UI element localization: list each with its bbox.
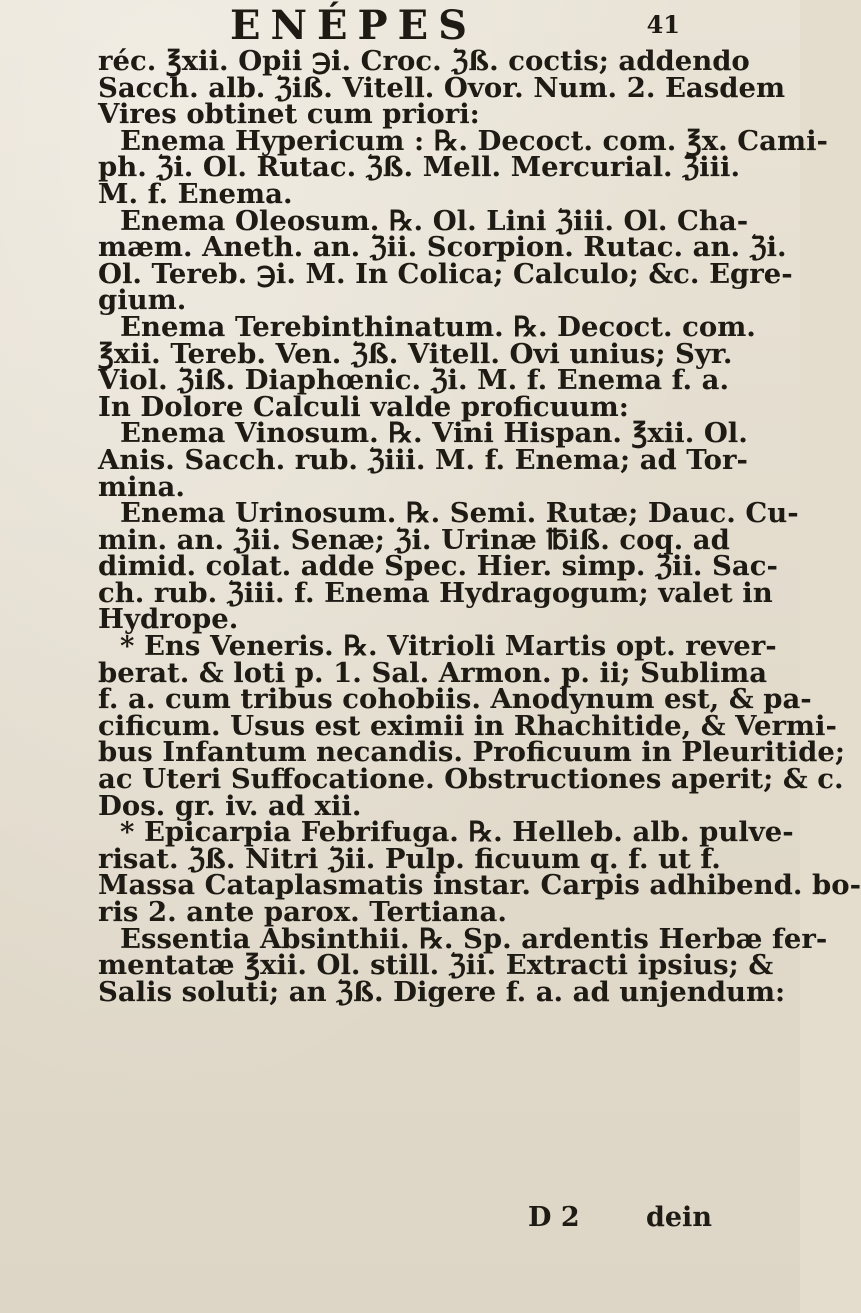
text-line: min. an. ℨii. Senæ; ℨi. Urinæ ℔iß. coq. ad <box>98 523 730 556</box>
text-line: mentatæ ℥xii. Ol. still. ℨii. Extracti ipsius; & <box>98 949 774 982</box>
text-line: réc. ℥xii. Opii ℈i. Croc. ℨß. coctis; addendo <box>98 45 750 77</box>
text-line: Enema Vinosum. ℞. Vini Hispan. ℥xii. Ol. <box>120 417 748 450</box>
text-line: Sacch. alb. ℨiß. Vitell. Ovor. Num. 2. Easdem <box>98 71 786 104</box>
text-line: Enema Urinosum. ℞. Semi. Rutæ; Dauc. Cu- <box>120 497 799 530</box>
text-line: cificum. Usus est eximii in Rhachitide, & Vermi- <box>98 709 837 742</box>
signature-mark: D 2 <box>528 1202 580 1233</box>
text-line: Enema Terebinthinatum. ℞. Decoct. com. <box>120 310 756 343</box>
text-line: risat. ℨß. Nitri ℨii. Pulp. ficuum q. f. ut f. <box>98 842 721 875</box>
text-line: ℥xii. Tereb. Ven. ℨß. Vitell. Ovi unius; Syr. <box>98 337 733 370</box>
text-line: Enema Hypericum : ℞. Decoct. com. ℥x. Cami- <box>120 124 828 157</box>
text-line: * Epicarpia Febrifuga. ℞. Helleb. alb. pulve- <box>120 816 794 849</box>
text-line: ris 2. ante parox. Tertiana. <box>98 896 507 928</box>
catchword: dein <box>646 1202 712 1233</box>
text-line: f. a. cum tribus cohobiis. Anodynum est, & pa- <box>98 683 812 716</box>
text-line: Viol. ℨiß. Diaphœnic. ℨi. M. f. Enema f. a. <box>98 364 730 397</box>
page-footer <box>98 1202 738 1232</box>
running-head: ENÉPES <box>230 2 477 49</box>
text-line: Massa Cataplasmatis instar. Carpis adhibend. bo- <box>98 869 861 902</box>
text-line: mæm. Aneth. an. ℨii. Scorpion. Rutac. an. ℨi. <box>98 231 787 264</box>
text-line: M. f. Enema. <box>98 177 293 210</box>
text-line: In Dolore Calculi valde proficuum: <box>98 390 629 423</box>
text-line: Ol. Tereb. ℈i. M. In Colica; Calculo; &c. Egre- <box>98 257 793 290</box>
text-line: Hydrope. <box>98 603 239 636</box>
text-line: Essentia Absinthii. ℞. Sp. ardentis Herbæ fer- <box>120 922 828 955</box>
text-line: ac Uteri Suffocatione. Obstructiones aperit; & c. <box>98 763 844 796</box>
page-number: 41 <box>646 10 680 39</box>
text-line: ph. ℨi. Ol. Rutac. ℨß. Mell. Mercurial. ℨiii. <box>98 151 741 184</box>
text-line: mina. <box>98 470 185 503</box>
text-line: dimid. colat. adde Spec. Hier. simp. ℨii. Sac- <box>98 550 778 583</box>
text-line: berat. & loti p. 1. Sal. Armon. p. ii; Sublima <box>98 656 768 689</box>
text-line: ch. rub. ℨiii. f. Enema Hydragogum; valet in <box>98 576 773 609</box>
text-line: Anis. Sacch. rub. ℨiii. M. f. Enema; ad Tor- <box>98 443 748 476</box>
text-line: gium. <box>98 284 187 317</box>
text-line: Dos. gr. iv. ad xii. <box>98 789 362 822</box>
page-header <box>60 0 800 49</box>
text-line: Salis soluti; an ℨß. Digere f. a. ad unjendum: <box>98 975 786 1008</box>
text-line: Vires obtinet cum priori: <box>98 98 480 131</box>
text-line: * Ens Veneris. ℞. Vitrioli Martis opt. rever- <box>120 630 777 663</box>
body-text <box>98 45 861 1008</box>
text-line: Enema Oleosum. ℞. Ol. Lini ℨiii. Ol. Cha- <box>120 204 749 237</box>
text-line: bus Infantum necandis. Proficuum in Pleuritide; <box>98 736 845 769</box>
